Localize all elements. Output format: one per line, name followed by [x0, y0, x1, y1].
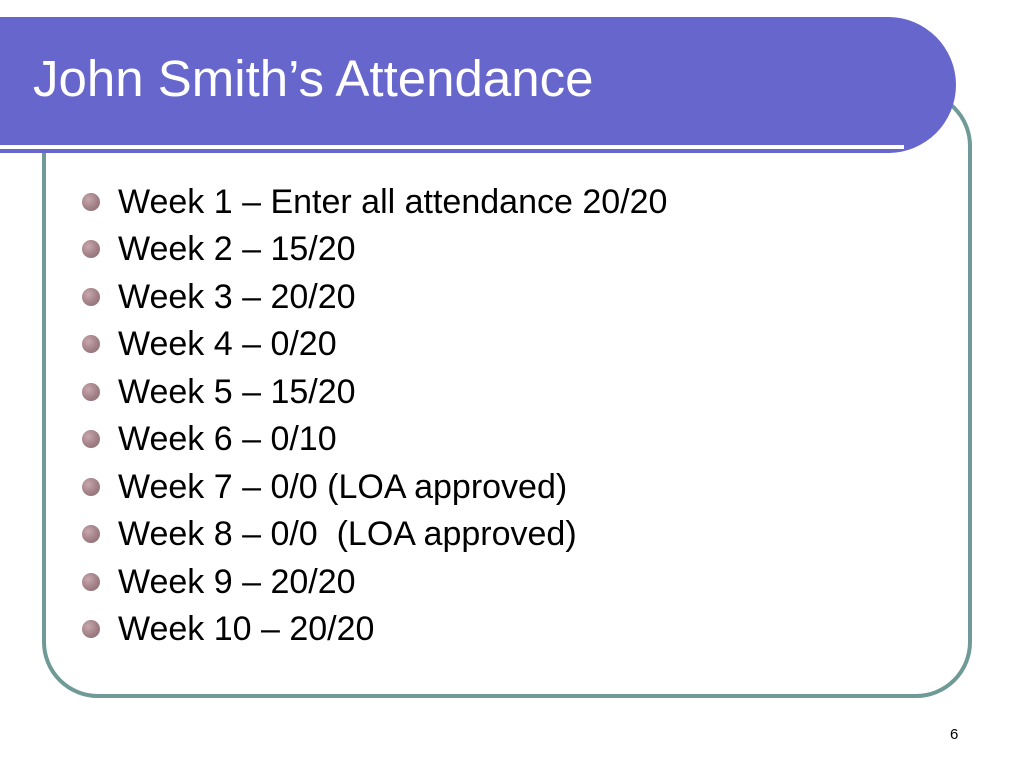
bullet-dot-icon: [82, 335, 100, 353]
bullet-dot-icon: [82, 525, 100, 543]
bullet-item-week-7: [82, 463, 667, 511]
bullet-item-week-1: [82, 178, 667, 226]
bullet-text: Week 9 – 20/20: [118, 562, 356, 601]
bullet-item-week-4: [82, 321, 667, 369]
bullet-item-week-10: [82, 606, 667, 654]
bullet-dot-icon: [82, 288, 100, 306]
bullet-dot-icon: [82, 193, 100, 211]
bullet-text: Week 5 – 15/20: [118, 372, 356, 411]
bullet-item-week-6: [82, 416, 667, 464]
slide-title: John Smith’s Attendance: [33, 50, 594, 107]
bullet-dot-icon: [82, 478, 100, 496]
bullet-item-week-2: [82, 226, 667, 274]
bullet-text: Week 4 – 0/20: [118, 325, 337, 364]
bullet-list: [82, 178, 667, 653]
page-number: 6: [950, 726, 959, 743]
bullet-text: Week 2 – 15/20: [118, 230, 356, 269]
bullet-dot-icon: [82, 573, 100, 591]
bullet-text: Week 8 – 0/0 (LOA approved): [118, 515, 577, 554]
bullet-item-week-3: [82, 273, 667, 321]
bullet-text: Week 6 – 0/10: [118, 420, 337, 459]
bullet-item-week-9: [82, 558, 667, 606]
bullet-dot-icon: [82, 240, 100, 258]
bullet-text: Week 3 – 20/20: [118, 277, 356, 316]
bullet-text: Week 1 – Enter all attendance 20/20: [118, 182, 668, 221]
bullet-dot-icon: [82, 430, 100, 448]
title-underline: [0, 145, 904, 149]
bullet-text: Week 10 – 20/20: [118, 610, 375, 649]
bullet-item-week-5: [82, 368, 667, 416]
bullet-item-week-8: [82, 511, 667, 559]
bullet-text: Week 7 – 0/0 (LOA approved): [118, 467, 568, 506]
bullet-dot-icon: [82, 383, 100, 401]
bullet-dot-icon: [82, 620, 100, 638]
